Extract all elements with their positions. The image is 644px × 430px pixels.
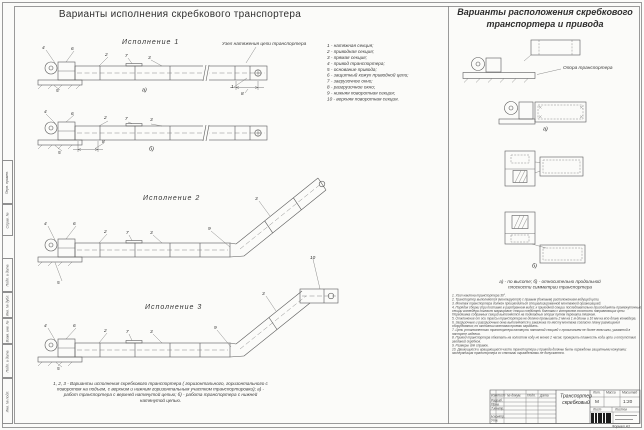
tb-lit-label: Лит. — [593, 390, 601, 395]
callout-number: 8 — [102, 139, 105, 145]
tb-row-prov: Пров. — [490, 402, 500, 406]
caption-right-line: а) - по высоте; б) - относительно продольной — [499, 279, 601, 284]
caption-right — [458, 279, 642, 290]
logo-caption-line — [615, 415, 637, 416]
caption-left-line: поворотом на подъем, с верхним и нижним горизонтальным участком транспортировки); а) - — [56, 386, 265, 392]
view-letter-b-right: б) — [532, 263, 537, 270]
callout-number: 4 — [44, 221, 47, 227]
callout-number: 7 — [126, 329, 129, 335]
legend-item: 8 - разгрузочное окно; — [327, 84, 376, 90]
callout-number: 5 — [58, 150, 61, 156]
caption-left-line: натянутой цепью. — [139, 397, 182, 403]
tb-col-ndoc: № докум. — [507, 394, 522, 398]
tb-scale-value: 1:20 — [623, 399, 633, 405]
tb-col-podp: Подп. — [527, 394, 536, 398]
left-sheet-title: Варианты исполнения скребкового транспортера — [58, 9, 302, 20]
frame-margin-label: Справ. № — [5, 212, 10, 228]
caption-left — [38, 381, 283, 403]
legend-item: 6 - защитный кожух приводной цепи; — [327, 72, 409, 78]
view-letter-b-left: б) — [149, 146, 154, 153]
technical-note: 1. Угол наклона транспортера 30°. — [452, 294, 506, 298]
technical-note: 2. Транспортер выполняется (монтируется) с правым (боковым) расположением ведущей цепи. — [452, 297, 600, 302]
view-letter-a-right: а) — [543, 126, 548, 133]
callout-number: 5 — [56, 88, 59, 94]
callout-number: 2 — [104, 328, 107, 334]
callout-number: 8 — [241, 91, 244, 97]
label-support: Опора транспортера — [563, 65, 613, 71]
callout-number: 5 — [57, 280, 60, 286]
callout-number: 7 — [125, 53, 128, 59]
callout-number: 3 — [150, 230, 153, 236]
frame-margin-label: Взам. инв. № — [5, 320, 10, 342]
tb-sheet-label: Лист — [593, 407, 602, 412]
tb-row-utv: Утв. — [490, 418, 499, 422]
tb-row-nkontr: Н.контр. — [490, 414, 505, 418]
callout-number: 9 — [214, 325, 217, 331]
view-letter-a-left: а) — [142, 87, 147, 94]
technical-note: 3. Монтаж транспортера должен производиться специализированной монтажной организацией. — [452, 301, 602, 306]
callout-number: 6 — [73, 323, 76, 329]
callout-number: 4 — [44, 323, 47, 329]
tb-scale-label: Масштаб — [622, 390, 638, 395]
technical-note: 7. Цепь установленного транспортера натянуть натяжной секцией с провисанием не более величины, указанной в паспорте изделия. — [452, 328, 631, 336]
frame-margin-label: Инв. № подл. — [5, 390, 10, 412]
callout-number: 3 — [150, 117, 153, 123]
callout-number: 2 — [105, 52, 108, 58]
legend-item: 10 - верхняя поворотная секция. — [327, 96, 399, 102]
technical-note: 10. Движущиеся и вращающиеся части транспортера и привода должны быть ограждены защитными кожухами; эксплуатация транспортера со снятыми ограждениями не допускается. — [452, 347, 627, 355]
legend-item: 1 - натяжная секция; — [327, 43, 374, 48]
callout-number: 2 — [104, 229, 107, 235]
callout-number: 3 — [148, 55, 151, 61]
legend-item: 3 - прямая секция; — [327, 54, 367, 60]
tb-col-izm: Изм. — [490, 394, 498, 398]
label-variant-2: Исполнение 2 — [143, 195, 201, 202]
label-tension-unit: Узел натяжения цепи транспортера — [222, 41, 307, 47]
format-label: Формат А3 — [612, 424, 630, 429]
document-name-line1: Транспортер — [560, 393, 592, 399]
caption-left-line: работ транспортера с верхней натянутой цепью; б) - работа транспортера с нижней — [63, 392, 258, 398]
callout-number: 7 — [126, 230, 129, 236]
technical-note: 5. Отклонение от оси трассы транспортера не должно превышать 2 мм на 1 м длины и 10 мм на всю длину конвейера. — [452, 317, 637, 321]
tb-col-data: Дата — [540, 394, 549, 398]
legend-item: 5 - основание привода; — [327, 66, 377, 72]
document-name — [557, 393, 595, 406]
callout-number: 3 — [262, 291, 265, 297]
right-title-line2: транспортера и привода — [486, 18, 604, 29]
technical-notes — [452, 294, 642, 355]
technical-note: 6. Загрузочные и разгрузочные окна выполняются у заказчика по месту монтажа согласно плану размещения оборудования; по окончании монтажа проемы оградить. — [452, 321, 620, 329]
callout-number: 2 — [104, 115, 107, 121]
callout-number: 4 — [42, 45, 45, 51]
caption-left-line: 1, 2, 3 - Варианты исполнения скребкового транспортера ( горизонтального, горизонтального с — [53, 381, 268, 386]
callout-number: 4 — [44, 109, 47, 115]
frame-margin-label: Инв. № дубл. — [5, 294, 10, 316]
callout-number: 6 — [71, 111, 74, 117]
document-name-line2: скребковый — [562, 400, 590, 406]
technical-note: 9. Размеры для справок. — [452, 343, 489, 348]
callout-number: 3 — [255, 196, 258, 202]
tb-sheets-label: Листов — [615, 407, 627, 412]
right-title-line1: Варианты расположения скребкового — [457, 7, 633, 17]
legend-item: 9 - нижняя поворотная секция; — [327, 90, 396, 96]
manufacturer-logo — [591, 413, 612, 423]
callout-number: 5 — [57, 366, 60, 372]
callout-number: 9 — [208, 226, 211, 232]
legend-item: 4 - привод транспортера; — [327, 60, 385, 66]
callout-number: 1 — [231, 84, 234, 90]
frame-margin-label: Подп. и дата — [5, 264, 10, 286]
technical-note: 8. Привод транспортера обкатать на холостом ходу не менее 2 часов; проверить плавность хода цепи и отсутствие заеданий скребков. — [452, 336, 637, 344]
tb-col-list: Лист — [496, 394, 506, 398]
frame-margin-label: Перв. примен. — [5, 170, 10, 194]
label-variant-1: Исполнение 1 — [122, 39, 180, 46]
legend-item: 7 - загрузочное окно; — [327, 78, 373, 84]
caption-right-line: плоскости симметрии транспортера — [508, 284, 592, 290]
tb-mass-label: Масса — [606, 390, 616, 395]
legend-item: 2 - приводная секция; — [327, 48, 374, 54]
callout-number: 6 — [73, 221, 76, 227]
tb-row-razrab: Разраб. — [490, 398, 503, 402]
callout-number: 3 — [150, 329, 153, 335]
callout-number: 6 — [71, 46, 74, 52]
callout-number: 7 — [125, 116, 128, 122]
callout-number: 10 — [310, 255, 316, 261]
logo-caption-line — [615, 419, 633, 420]
technical-note: 4. Порядок сборки (при поставке в разобранном виде): к приводной секции последовательно присоединять промежуточные секции конвейера согласно маркировке; секции соединять болтами с контролем соосности направляющих цепи. Передвижка собранных секций выполняется на подкладных опорах путем переката тягачом. — [452, 305, 642, 317]
tb-lit-value: М — [595, 399, 599, 405]
tb-row-tkontr: Т.контр. — [490, 406, 504, 410]
label-variant-3: Исполнение 3 — [145, 304, 203, 311]
frame-margin-label: Подп. и дата — [5, 350, 10, 372]
